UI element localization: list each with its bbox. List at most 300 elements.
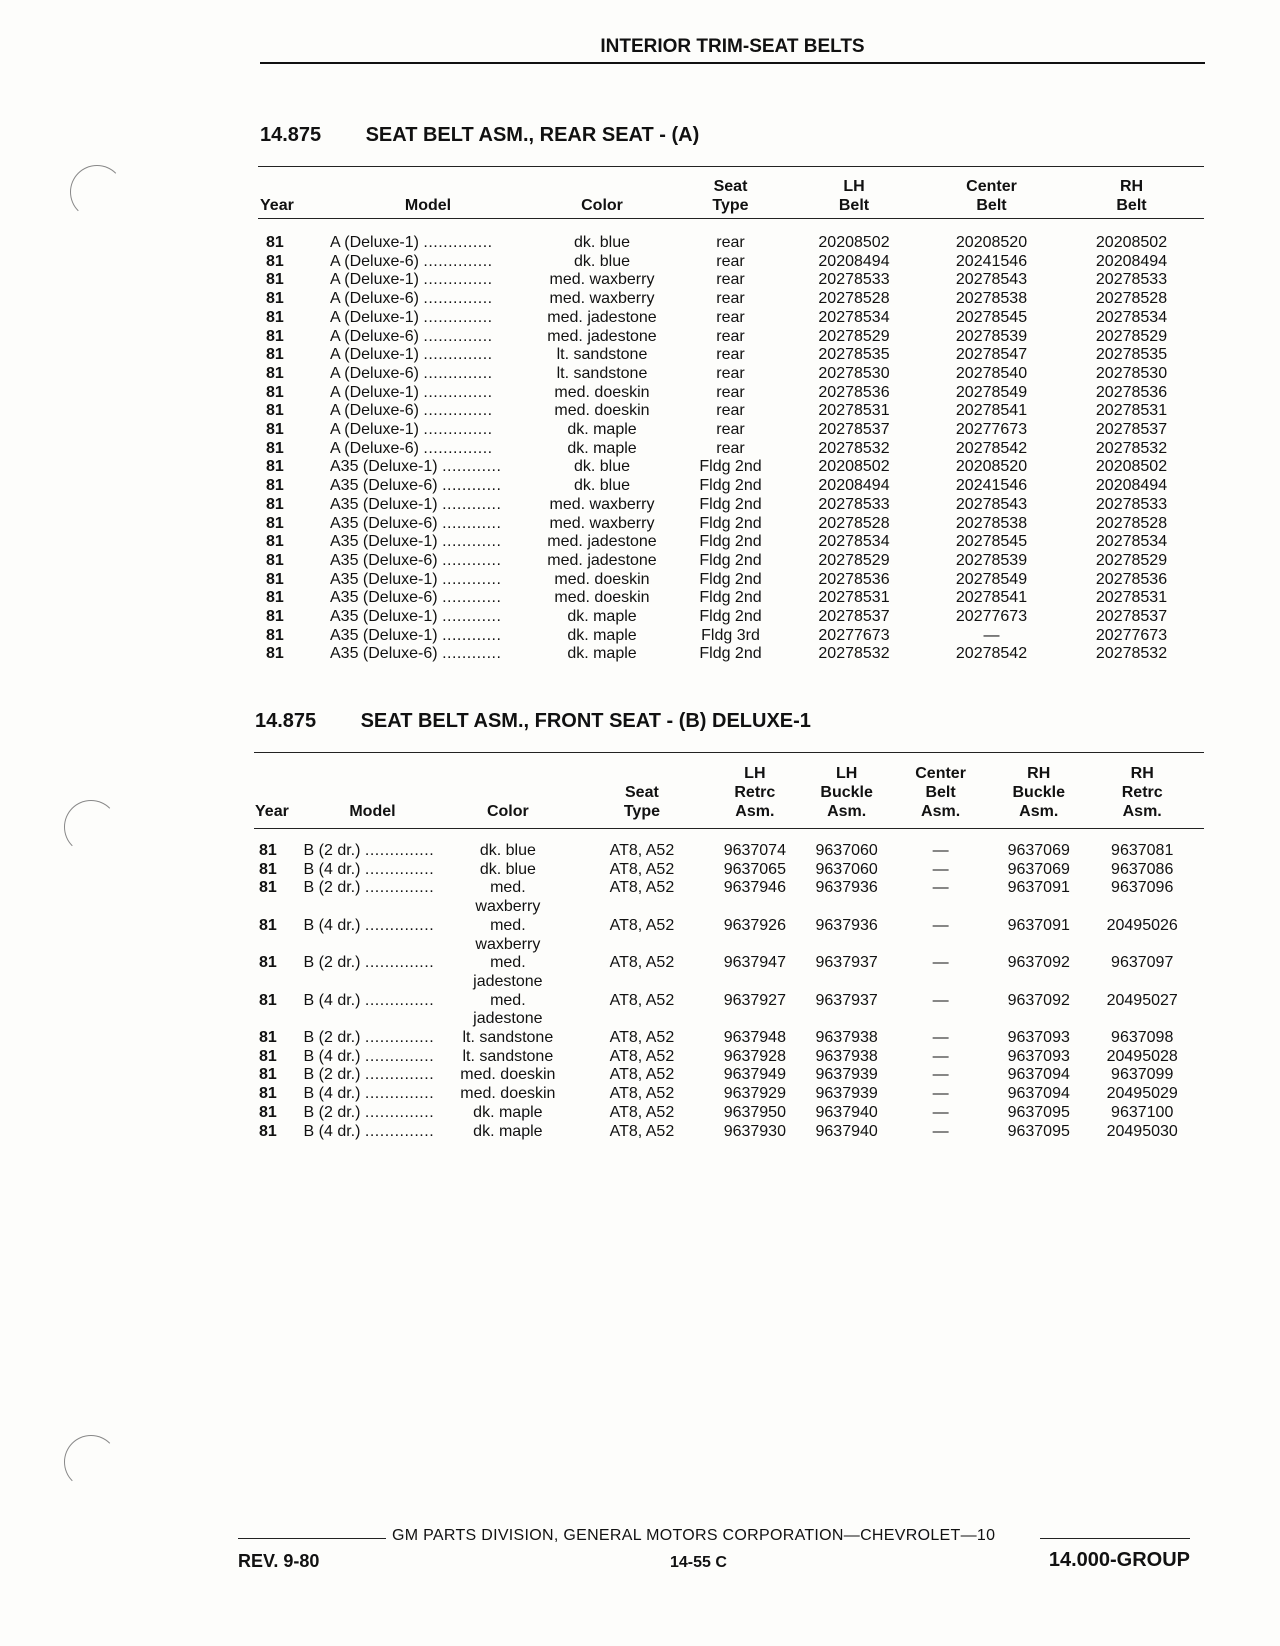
table-row <box>260 328 1205 347</box>
center-belt-cell: 20278543 <box>955 495 1028 513</box>
front-header-lh-retrc: LH Retrc Asm. <box>734 765 776 820</box>
front-header-rh-retrc: RH Retrc Asm. <box>1121 765 1163 820</box>
leader-dots: .............. <box>423 234 493 251</box>
rear-header-seat-type: Seat Type <box>712 178 749 214</box>
center-belt-cell: — <box>932 1029 949 1047</box>
seat-type-cell: Fldg 2nd <box>699 608 762 626</box>
model-cell <box>330 346 526 365</box>
lh-belt-cell: 20278532 <box>818 439 890 457</box>
model-name: A (Deluxe-6) <box>330 364 419 382</box>
lh-retrc-cell: 9637930 <box>723 1122 786 1140</box>
leader-dots: ............ <box>442 551 502 569</box>
model-name: B (4 dr.) <box>303 1085 361 1103</box>
seat-type-cell: Fldg 2nd <box>699 589 762 607</box>
table-row <box>260 571 1205 590</box>
front-table-top-rule <box>254 752 1204 753</box>
leader-dots: .............. <box>364 1085 435 1103</box>
model-name: A35 (Deluxe-1) <box>330 608 438 626</box>
leader-dots: ............ <box>442 458 502 476</box>
footer-rule-right <box>1040 1538 1190 1539</box>
lh-belt-cell: 20278530 <box>818 364 890 382</box>
year-cell: 81 <box>259 991 277 1009</box>
table-row <box>260 234 1205 253</box>
center-belt-cell: 20278549 <box>955 570 1028 588</box>
center-belt-cell: — <box>932 1047 949 1065</box>
lh-belt-cell: 20278537 <box>818 608 890 626</box>
rh-retrc-cell: 9637096 <box>1111 879 1174 897</box>
table-row <box>255 1048 1195 1067</box>
seat-type-cell: rear <box>716 271 745 289</box>
model-name: A35 (Deluxe-6) <box>330 645 438 663</box>
model-cell <box>330 309 526 328</box>
seat-type-cell: rear <box>716 290 745 308</box>
seat-type-cell: Fldg 2nd <box>699 495 762 513</box>
color-cell: med. doeskin <box>460 1085 556 1103</box>
model-name: B (4 dr.) <box>303 916 361 934</box>
rh-retrc-cell: 20495030 <box>1106 1122 1178 1140</box>
color-cell: dk. blue <box>479 842 536 859</box>
lh-belt-cell: 20278536 <box>818 570 890 588</box>
lh-retrc-cell: 9637946 <box>723 879 786 897</box>
seat-type-cell: rear <box>716 308 745 326</box>
rh-buckle-cell: 9637095 <box>1007 1122 1070 1140</box>
model-cell <box>330 328 526 347</box>
color-cell: dk. blue <box>573 458 631 476</box>
seat-type-cell: AT8, A52 <box>609 842 675 859</box>
rh-belt-cell: 20208502 <box>1095 234 1168 251</box>
model-name: A (Deluxe-6) <box>330 327 419 345</box>
center-belt-cell: — <box>932 1085 949 1103</box>
model-cell <box>330 608 526 627</box>
year-cell: 81 <box>266 402 284 420</box>
model-cell <box>304 1085 442 1104</box>
rh-belt-cell: 20278532 <box>1095 645 1168 663</box>
model-name: A35 (Deluxe-6) <box>330 589 438 607</box>
color-cell: dk. maple <box>473 1103 543 1121</box>
color-cell: med. jadestone <box>473 991 543 1028</box>
rear-section-number: 14.875 <box>260 124 322 146</box>
leader-dots: ............ <box>442 514 502 532</box>
model-cell <box>330 533 526 552</box>
leader-dots: .............. <box>364 842 435 859</box>
rear-seat-belt-table <box>260 174 1205 664</box>
lh-retrc-cell: 9637928 <box>723 1047 786 1065</box>
rh-retrc-cell: 20495027 <box>1106 991 1178 1009</box>
seat-type-cell: rear <box>716 421 745 439</box>
rh-buckle-cell: 9637069 <box>1007 860 1070 878</box>
model-name: A (Deluxe-6) <box>330 439 419 457</box>
table-row <box>255 1104 1195 1123</box>
year-cell: 81 <box>266 608 284 626</box>
leader-dots: ............ <box>442 589 502 607</box>
model-cell <box>330 271 526 290</box>
model-name: B (2 dr.) <box>303 1029 361 1047</box>
table-row <box>260 271 1205 290</box>
lh-belt-cell: 20208494 <box>818 477 890 495</box>
rh-belt-cell: 20208494 <box>1095 477 1168 495</box>
seat-type-cell: rear <box>716 234 745 251</box>
seat-type-cell: Fldg 2nd <box>699 458 762 476</box>
color-cell: med. jadestone <box>547 327 657 345</box>
rh-belt-cell: 20278537 <box>1095 421 1168 439</box>
front-section-number: 14.875 <box>255 710 317 732</box>
center-belt-cell: 20278543 <box>955 271 1028 289</box>
lh-buckle-cell: 9637940 <box>815 1122 878 1140</box>
table-row <box>260 384 1205 403</box>
lh-buckle-cell: 9637939 <box>815 1085 878 1103</box>
lh-belt-cell: 20277673 <box>818 626 890 644</box>
leader-dots: ............ <box>442 495 502 513</box>
leader-dots: .............. <box>423 439 493 457</box>
table-row <box>260 533 1205 552</box>
lh-belt-cell: 20278536 <box>818 383 890 401</box>
rear-header-year: Year <box>260 197 294 214</box>
rh-retrc-cell: 20495029 <box>1106 1085 1178 1103</box>
rh-retrc-cell: 9637098 <box>1111 1029 1174 1047</box>
front-header-seat-type: Seat Type <box>623 784 660 820</box>
footer-rule-left <box>238 1538 386 1539</box>
center-belt-cell: 20278545 <box>955 533 1028 551</box>
model-name: B (4 dr.) <box>303 1047 361 1065</box>
rh-buckle-cell: 9637094 <box>1007 1085 1070 1103</box>
model-cell <box>330 384 526 403</box>
year-cell: 81 <box>266 290 284 308</box>
footer-publisher: GM PARTS DIVISION, GENERAL MOTORS CORPORATION—CHEVROLET—10 <box>392 1527 996 1544</box>
rh-buckle-cell: 9637093 <box>1007 1047 1070 1065</box>
front-header-lh-buckle: LH Buckle Asm. <box>820 765 873 820</box>
model-name: A35 (Deluxe-6) <box>330 551 438 569</box>
rh-buckle-cell: 9637092 <box>1007 991 1070 1009</box>
model-name: B (2 dr.) <box>303 1066 361 1084</box>
rear-table-top-rule <box>258 166 1204 167</box>
center-belt-cell: — <box>932 842 949 859</box>
lh-buckle-cell: 9637937 <box>815 991 878 1009</box>
front-header-center-belt: Center Belt Asm. <box>915 765 966 820</box>
color-cell: med. jadestone <box>547 308 657 326</box>
seat-type-cell: Fldg 2nd <box>699 645 762 663</box>
center-belt-cell: 20278539 <box>955 327 1028 345</box>
lh-buckle-cell: 9637940 <box>815 1103 878 1121</box>
leader-dots: .............. <box>423 327 493 345</box>
lh-buckle-cell: 9637938 <box>815 1029 878 1047</box>
rh-belt-cell: 20208502 <box>1095 458 1168 476</box>
front-seat-belt-table <box>255 762 1195 1141</box>
lh-belt-cell: 20208502 <box>818 234 890 251</box>
model-name: A (Deluxe-6) <box>330 290 419 308</box>
year-cell: 81 <box>266 271 284 289</box>
model-cell <box>330 589 526 608</box>
year-cell: 81 <box>266 439 284 457</box>
year-cell: 81 <box>266 234 284 251</box>
rear-header-rh-belt: RH Belt <box>1116 178 1147 214</box>
seat-type-cell: Fldg 2nd <box>699 551 762 569</box>
seat-type-cell: rear <box>716 402 745 420</box>
lh-belt-cell: 20278532 <box>818 645 890 663</box>
year-cell: 81 <box>259 1103 277 1121</box>
rh-belt-cell: 20278531 <box>1095 402 1168 420</box>
revision-date: REV. 9-80 <box>238 1551 320 1571</box>
year-cell: 81 <box>259 879 277 897</box>
table-row <box>255 917 1195 954</box>
seat-type-cell: AT8, A52 <box>609 1103 675 1121</box>
front-header-year: Year <box>255 803 289 820</box>
color-cell: med. doeskin <box>554 402 650 420</box>
center-belt-cell: — <box>932 991 949 1009</box>
center-belt-cell: — <box>932 1066 949 1084</box>
front-header-color: Color <box>486 803 529 820</box>
rear-section-title <box>260 124 699 147</box>
model-name: A (Deluxe-6) <box>330 252 419 270</box>
model-cell <box>330 421 526 440</box>
table-row <box>255 992 1195 1029</box>
table-row <box>260 440 1205 459</box>
lh-retrc-cell: 9637065 <box>723 860 786 878</box>
seat-type-cell: Fldg 2nd <box>699 514 762 532</box>
rh-belt-cell: 20278536 <box>1095 383 1168 401</box>
leader-dots: .............. <box>423 346 493 364</box>
lh-belt-cell: 20278531 <box>818 402 890 420</box>
rh-belt-cell: 20278528 <box>1095 514 1168 532</box>
color-cell: lt. sandstone <box>462 1029 554 1047</box>
model-name: A (Deluxe-1) <box>330 308 419 326</box>
color-cell: dk. maple <box>567 626 637 644</box>
color-cell: dk. maple <box>567 439 637 457</box>
model-cell <box>304 917 442 954</box>
year-cell: 81 <box>266 477 284 495</box>
center-belt-cell: — <box>932 954 949 972</box>
model-cell <box>330 627 526 646</box>
model-name: B (4 dr.) <box>303 860 361 878</box>
rh-retrc-cell: 9637100 <box>1111 1103 1174 1121</box>
year-cell: 81 <box>266 495 284 513</box>
lh-buckle-cell: 9637936 <box>815 879 878 897</box>
rh-buckle-cell: 9637093 <box>1007 1029 1070 1047</box>
model-cell <box>330 645 526 664</box>
rh-retrc-cell: 9637099 <box>1111 1066 1174 1084</box>
color-cell: lt. sandstone <box>556 346 648 364</box>
year-cell: 81 <box>259 954 277 972</box>
page-number: 14-55 C <box>670 1554 727 1571</box>
center-belt-cell: 20278538 <box>955 514 1028 532</box>
center-belt-cell: 20278539 <box>955 551 1028 569</box>
front-header-model: Model <box>349 803 396 820</box>
rh-retrc-cell: 9637086 <box>1111 860 1174 878</box>
color-cell: med. jadestone <box>473 954 543 990</box>
color-cell: med. doeskin <box>554 570 650 588</box>
seat-type-cell: rear <box>716 327 745 345</box>
lh-retrc-cell: 9637927 <box>723 991 786 1009</box>
model-name: A35 (Deluxe-1) <box>330 458 438 476</box>
rh-buckle-cell: 9637091 <box>1007 879 1070 897</box>
year-cell: 81 <box>266 252 284 270</box>
lh-belt-cell: 20278529 <box>818 327 890 345</box>
seat-type-cell: rear <box>716 252 745 270</box>
color-cell: dk. blue <box>573 477 631 495</box>
model-cell <box>304 1029 442 1048</box>
lh-belt-cell: 20278529 <box>818 551 890 569</box>
year-cell: 81 <box>266 626 284 644</box>
rh-belt-cell: 20278536 <box>1095 570 1168 588</box>
year-cell: 81 <box>259 1029 277 1047</box>
leader-dots: .............. <box>423 308 493 326</box>
lh-belt-cell: 20278534 <box>818 533 890 551</box>
table-row <box>255 1085 1195 1104</box>
table-row <box>260 458 1205 477</box>
lh-buckle-cell: 9637939 <box>815 1066 878 1084</box>
rh-buckle-cell: 9637091 <box>1007 916 1070 934</box>
year-cell: 81 <box>259 1066 277 1084</box>
year-cell: 81 <box>266 570 284 588</box>
lh-buckle-cell: 9637060 <box>815 860 878 878</box>
model-name: B (2 dr.) <box>303 842 361 859</box>
model-cell <box>304 861 442 880</box>
front-table-body <box>255 842 1195 1141</box>
seat-type-cell: rear <box>716 439 745 457</box>
table-row <box>260 627 1205 646</box>
center-belt-cell: 20278541 <box>955 589 1028 607</box>
year-cell: 81 <box>259 1085 277 1103</box>
model-name: B (2 dr.) <box>303 1103 361 1121</box>
table-row <box>260 477 1205 496</box>
lh-belt-cell: 20278528 <box>818 514 890 532</box>
model-cell <box>304 1066 442 1085</box>
front-section-title <box>255 710 811 733</box>
model-cell <box>330 253 526 272</box>
color-cell: dk. blue <box>573 234 631 251</box>
lh-belt-cell: 20278535 <box>818 346 890 364</box>
year-cell: 81 <box>259 916 277 934</box>
model-cell <box>304 1104 442 1123</box>
color-cell: dk. maple <box>567 421 637 439</box>
color-cell: lt. sandstone <box>556 364 648 382</box>
rh-belt-cell: 20278534 <box>1095 308 1168 326</box>
center-belt-cell: 20278547 <box>955 346 1028 364</box>
year-cell: 81 <box>259 1047 277 1065</box>
leader-dots: .............. <box>364 1029 435 1047</box>
center-belt-cell: 20278541 <box>955 402 1028 420</box>
center-belt-cell: 20241546 <box>955 252 1028 270</box>
leader-dots: ............ <box>442 477 502 495</box>
rh-belt-cell: 20278534 <box>1095 533 1168 551</box>
model-cell <box>304 1123 442 1142</box>
table-row <box>255 954 1195 991</box>
model-name: A (Deluxe-1) <box>330 346 419 364</box>
leader-dots: .............. <box>364 860 435 878</box>
seat-type-cell: Fldg 2nd <box>699 533 762 551</box>
lh-buckle-cell: 9637060 <box>815 842 878 859</box>
rh-belt-cell: 20208494 <box>1095 252 1168 270</box>
model-name: B (2 dr.) <box>303 954 361 972</box>
rh-buckle-cell: 9637094 <box>1007 1066 1070 1084</box>
table-row <box>260 515 1205 534</box>
leader-dots: .............. <box>423 383 493 401</box>
color-cell: med. doeskin <box>460 1066 556 1084</box>
lh-retrc-cell: 9637929 <box>723 1085 786 1103</box>
leader-dots: .............. <box>364 1066 435 1084</box>
seat-type-cell: AT8, A52 <box>609 954 675 972</box>
lh-retrc-cell: 9637926 <box>723 916 786 934</box>
year-cell: 81 <box>259 860 277 878</box>
table-row <box>260 496 1205 515</box>
center-belt-cell: — <box>932 916 949 934</box>
lh-belt-cell: 20278533 <box>818 495 890 513</box>
lh-retrc-cell: 9637948 <box>723 1029 786 1047</box>
lh-belt-cell: 20208502 <box>818 458 890 476</box>
seat-type-cell: rear <box>716 364 745 382</box>
model-cell <box>330 290 526 309</box>
rh-retrc-cell: 9637097 <box>1111 954 1174 972</box>
center-belt-cell: 20278542 <box>955 439 1028 457</box>
seat-type-cell: AT8, A52 <box>609 916 675 934</box>
lh-belt-cell: 20208494 <box>818 252 890 270</box>
model-cell <box>330 496 526 515</box>
model-cell <box>304 842 442 861</box>
rear-header-model: Model <box>404 197 452 214</box>
rh-buckle-cell: 9637069 <box>1007 842 1070 859</box>
lh-buckle-cell: 9637938 <box>815 1047 878 1065</box>
table-row <box>260 552 1205 571</box>
model-name: B (4 dr.) <box>303 1122 361 1140</box>
rear-table-body <box>260 234 1205 664</box>
leader-dots: .............. <box>364 991 435 1009</box>
center-belt-cell: — <box>932 879 949 897</box>
lh-belt-cell: 20278534 <box>818 308 890 326</box>
model-name: A35 (Deluxe-6) <box>330 477 438 495</box>
leader-dots: ............ <box>442 533 502 551</box>
leader-dots: ............ <box>442 570 502 588</box>
rear-header-lh-belt: LH Belt <box>838 178 870 214</box>
color-cell: med. waxberry <box>549 495 655 513</box>
table-row <box>260 290 1205 309</box>
model-cell <box>304 1048 442 1067</box>
model-name: A35 (Deluxe-1) <box>330 495 438 513</box>
rear-header-color: Color <box>581 197 623 214</box>
model-cell <box>304 954 442 991</box>
center-belt-cell: — <box>932 860 949 878</box>
seat-type-cell: rear <box>716 383 745 401</box>
table-row <box>260 253 1205 272</box>
model-name: A35 (Deluxe-1) <box>330 533 438 551</box>
center-belt-cell: 20277673 <box>955 608 1028 626</box>
year-cell: 81 <box>266 589 284 607</box>
rh-belt-cell: 20278529 <box>1095 551 1168 569</box>
color-cell: med. doeskin <box>554 589 650 607</box>
model-name: A35 (Deluxe-1) <box>330 570 438 588</box>
rh-belt-cell: 20278537 <box>1095 608 1168 626</box>
rh-belt-cell: 20277673 <box>1095 626 1168 644</box>
model-cell <box>330 365 526 384</box>
center-belt-cell: 20241546 <box>955 477 1028 495</box>
seat-type-cell: AT8, A52 <box>609 879 675 897</box>
seat-type-cell: Fldg 2nd <box>699 477 762 495</box>
center-belt-cell: — <box>983 626 1000 644</box>
center-belt-cell: 20208520 <box>955 234 1028 251</box>
table-row <box>255 861 1195 880</box>
seat-type-cell: AT8, A52 <box>609 1122 675 1140</box>
leader-dots: .............. <box>364 916 435 934</box>
table-row <box>255 1066 1195 1085</box>
model-cell <box>330 571 526 590</box>
model-name: A (Deluxe-1) <box>330 271 419 289</box>
table-row <box>260 421 1205 440</box>
model-cell <box>330 515 526 534</box>
table-row <box>260 608 1205 627</box>
model-cell <box>304 879 442 916</box>
leader-dots: .............. <box>423 421 493 439</box>
year-cell: 81 <box>266 327 284 345</box>
seat-type-cell: AT8, A52 <box>609 991 675 1009</box>
model-name: A (Deluxe-1) <box>330 421 419 439</box>
